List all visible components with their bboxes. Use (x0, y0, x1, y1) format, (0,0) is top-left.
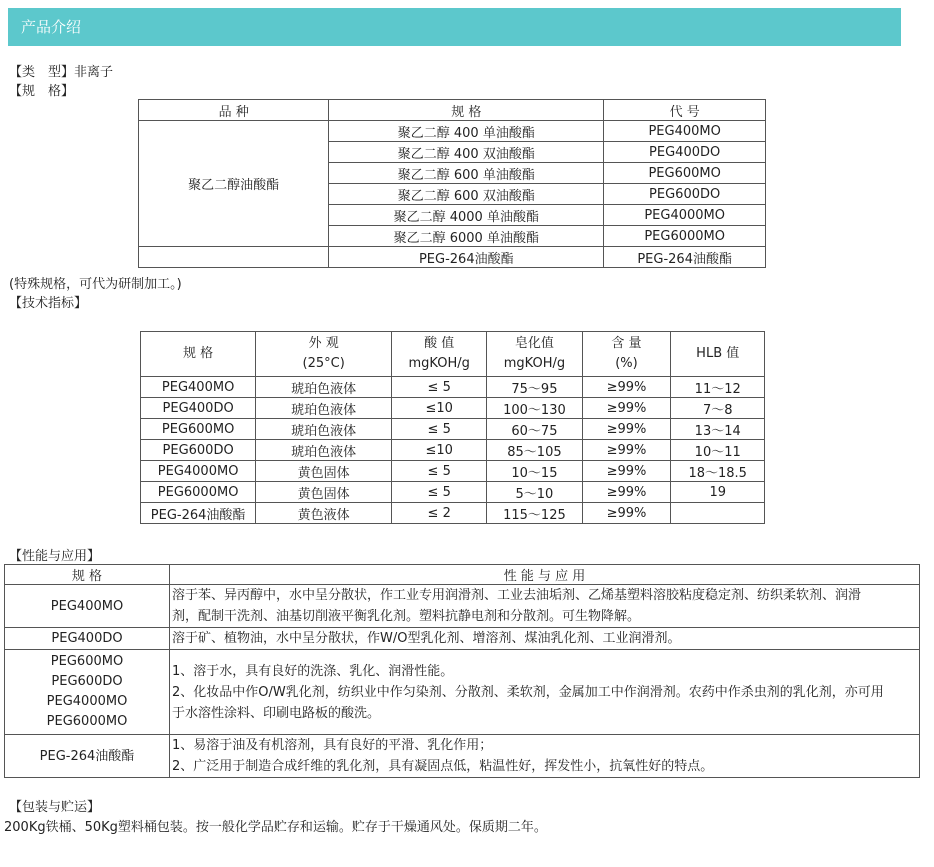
spec-table-header (139, 100, 766, 121)
spec-header-spec: 规 格 (329, 100, 604, 121)
tech-cell: ≥99% (582, 482, 671, 503)
table-row (139, 121, 766, 142)
table-row (5, 585, 920, 628)
tech-cell: 19 (671, 482, 765, 503)
tech-cell: 60～75 (487, 419, 582, 440)
tech-cell: PEG600MO (141, 419, 256, 440)
tech-header-appearance: 外 观 (25°C) (256, 332, 392, 377)
tech-cell: 黄色固体 (256, 461, 392, 482)
tech-cell: 5～10 (487, 482, 582, 503)
tech-cell: 11～12 (671, 377, 765, 398)
tech-cell: ≤ 5 (392, 482, 487, 503)
tech-cell: 13～14 (671, 419, 765, 440)
tech-cell: ≤10 (392, 440, 487, 461)
spec-cell: 聚乙二醇 600 双油酸酯 (329, 184, 604, 205)
banner-title: 产品介绍 (21, 18, 82, 36)
tech-cell: 黄色液体 (256, 503, 392, 524)
tech-header-hlb: HLB 值 (671, 332, 765, 377)
tech-cell: ≥99% (582, 461, 671, 482)
spec-variety-empty (139, 247, 329, 268)
tech-table (140, 331, 765, 524)
app-table (4, 564, 920, 778)
spec-table (138, 99, 766, 268)
type-value: 非离子 (74, 65, 114, 80)
code-cell: PEG400DO (604, 142, 766, 163)
spec-cell: 聚乙二醇 600 单油酸酯 (329, 163, 604, 184)
app-spec-cell: PEG400MO (5, 585, 170, 628)
spec-cell: PEG-264油酸酯 (329, 247, 604, 268)
spec-cell: 聚乙二醇 4000 单油酸酯 (329, 205, 604, 226)
tech-header-spec: 规 格 (141, 332, 256, 377)
code-cell: PEG400MO (604, 121, 766, 142)
app-header-usage: 性 能 与 应 用 (170, 565, 920, 585)
tech-cell: 琥珀色液体 (256, 419, 392, 440)
tech-cell: ≤10 (392, 398, 487, 419)
type-label: 【类 型】 (9, 65, 75, 80)
tech-cell: 琥珀色液体 (256, 398, 392, 419)
tech-cell: 75～95 (487, 377, 582, 398)
tech-cell: 7～8 (671, 398, 765, 419)
spec-cell: 聚乙二醇 6000 单油酸酯 (329, 226, 604, 247)
app-desc-cell: 1、易溶于油及有机溶剂，具有良好的平滑、乳化作用； 2、广泛用于制造合成纤维的乳化剂，具有凝固点低，粘温性好，挥发性小，抗氧性好的特点。 (170, 735, 920, 778)
tech-cell: ≤ 2 (392, 503, 487, 524)
tech-cell: ≤ 5 (392, 377, 487, 398)
tech-cell: 10～11 (671, 440, 765, 461)
app-table-header (5, 565, 920, 585)
table-row (141, 377, 765, 398)
app-desc-cell: 溶于矿、植物油，水中呈分散状，作W/O型乳化剂、增溶剂、煤油乳化剂、工业润滑剂。 (170, 628, 920, 650)
section-banner (8, 8, 901, 46)
app-desc-cell: 溶于苯、异丙醇中，水中呈分散状，作工业专用润滑剂、工业去油垢剂、乙烯基塑料溶胶粘度稳定剂、纺织柔软剂、润滑 剂，配制干洗剂、油基切削液平衡乳化剂。塑料抗静电剂和分散剂。可生物降解。 (170, 585, 920, 628)
type-line (9, 61, 113, 80)
spec-cell: 聚乙二醇 400 单油酸酯 (329, 121, 604, 142)
tech-cell: 琥珀色液体 (256, 440, 392, 461)
tech-cell: ≥99% (582, 440, 671, 461)
tech-header-saponification: 皂化值 mgKOH/g (487, 332, 582, 377)
spec-header-variety: 品 种 (139, 100, 329, 121)
tech-cell: ≥99% (582, 419, 671, 440)
code-cell: PEG600DO (604, 184, 766, 205)
tech-cell (671, 503, 765, 524)
table-row (5, 650, 920, 735)
table-row (141, 503, 765, 524)
spec-label: 【规 格】 (9, 84, 75, 99)
spec-variety-cell: 聚乙二醇油酸酯 (139, 121, 329, 247)
tech-header-content: 含 量 (%) (582, 332, 671, 377)
special-note: (特殊规格，可代为研制加工。) (9, 277, 182, 292)
table-row (141, 419, 765, 440)
table-row (141, 440, 765, 461)
tech-header-acid-value: 酸 值 mgKOH/g (392, 332, 487, 377)
spec-cell: 聚乙二醇 400 双油酸酯 (329, 142, 604, 163)
table-row (141, 482, 765, 503)
table-row (141, 398, 765, 419)
app-label: 【性能与应用】 (9, 549, 101, 564)
tech-cell: PEG400MO (141, 377, 256, 398)
tech-cell: PEG-264油酸酯 (141, 503, 256, 524)
table-row (139, 247, 766, 268)
tech-cell: 黄色固体 (256, 482, 392, 503)
tech-cell: PEG6000MO (141, 482, 256, 503)
table-row (141, 461, 765, 482)
spec-header-code: 代 号 (604, 100, 766, 121)
code-cell: PEG600MO (604, 163, 766, 184)
tech-cell: 85～105 (487, 440, 582, 461)
code-cell: PEG4000MO (604, 205, 766, 226)
table-row (5, 735, 920, 778)
tech-cell: 100～130 (487, 398, 582, 419)
code-cell: PEG-264油酸酯 (604, 247, 766, 268)
tech-cell: ≥99% (582, 398, 671, 419)
tech-table-header (141, 332, 765, 377)
tech-cell: 琥珀色液体 (256, 377, 392, 398)
tech-cell: 115～125 (487, 503, 582, 524)
app-spec-cell: PEG400DO (5, 628, 170, 650)
app-header-spec: 规 格 (5, 565, 170, 585)
packing-text: 200Kg铁桶、50Kg塑料桶包装。按一般化学品贮存和运输。贮存于干燥通风处。保质期二年。 (4, 820, 547, 835)
app-spec-cell: PEG-264油酸酯 (5, 735, 170, 778)
tech-cell: ≥99% (582, 503, 671, 524)
app-desc-cell: 1、溶于水，具有良好的洗涤、乳化、润滑性能。 2、化妆品中作O/W乳化剂，纺织业中作匀染剂、分散剂、柔软剂，金属加工中作润滑剂。农药中作杀虫剂的乳化剂，亦可用 于水溶性涂料、印刷电路板的酸洗。 (170, 650, 920, 735)
tech-cell: PEG600DO (141, 440, 256, 461)
tech-cell: ≥99% (582, 377, 671, 398)
tech-cell: ≤ 5 (392, 461, 487, 482)
tech-cell: ≤ 5 (392, 419, 487, 440)
tech-cell: 18～18.5 (671, 461, 765, 482)
tech-cell: PEG4000MO (141, 461, 256, 482)
code-cell: PEG6000MO (604, 226, 766, 247)
tech-label: 【技术指标】 (9, 296, 88, 311)
table-row (5, 628, 920, 650)
packing-label: 【包装与贮运】 (9, 800, 101, 815)
app-spec-cell: PEG600MO PEG600DO PEG4000MO PEG6000MO (5, 650, 170, 735)
tech-cell: 10～15 (487, 461, 582, 482)
tech-cell: PEG400DO (141, 398, 256, 419)
